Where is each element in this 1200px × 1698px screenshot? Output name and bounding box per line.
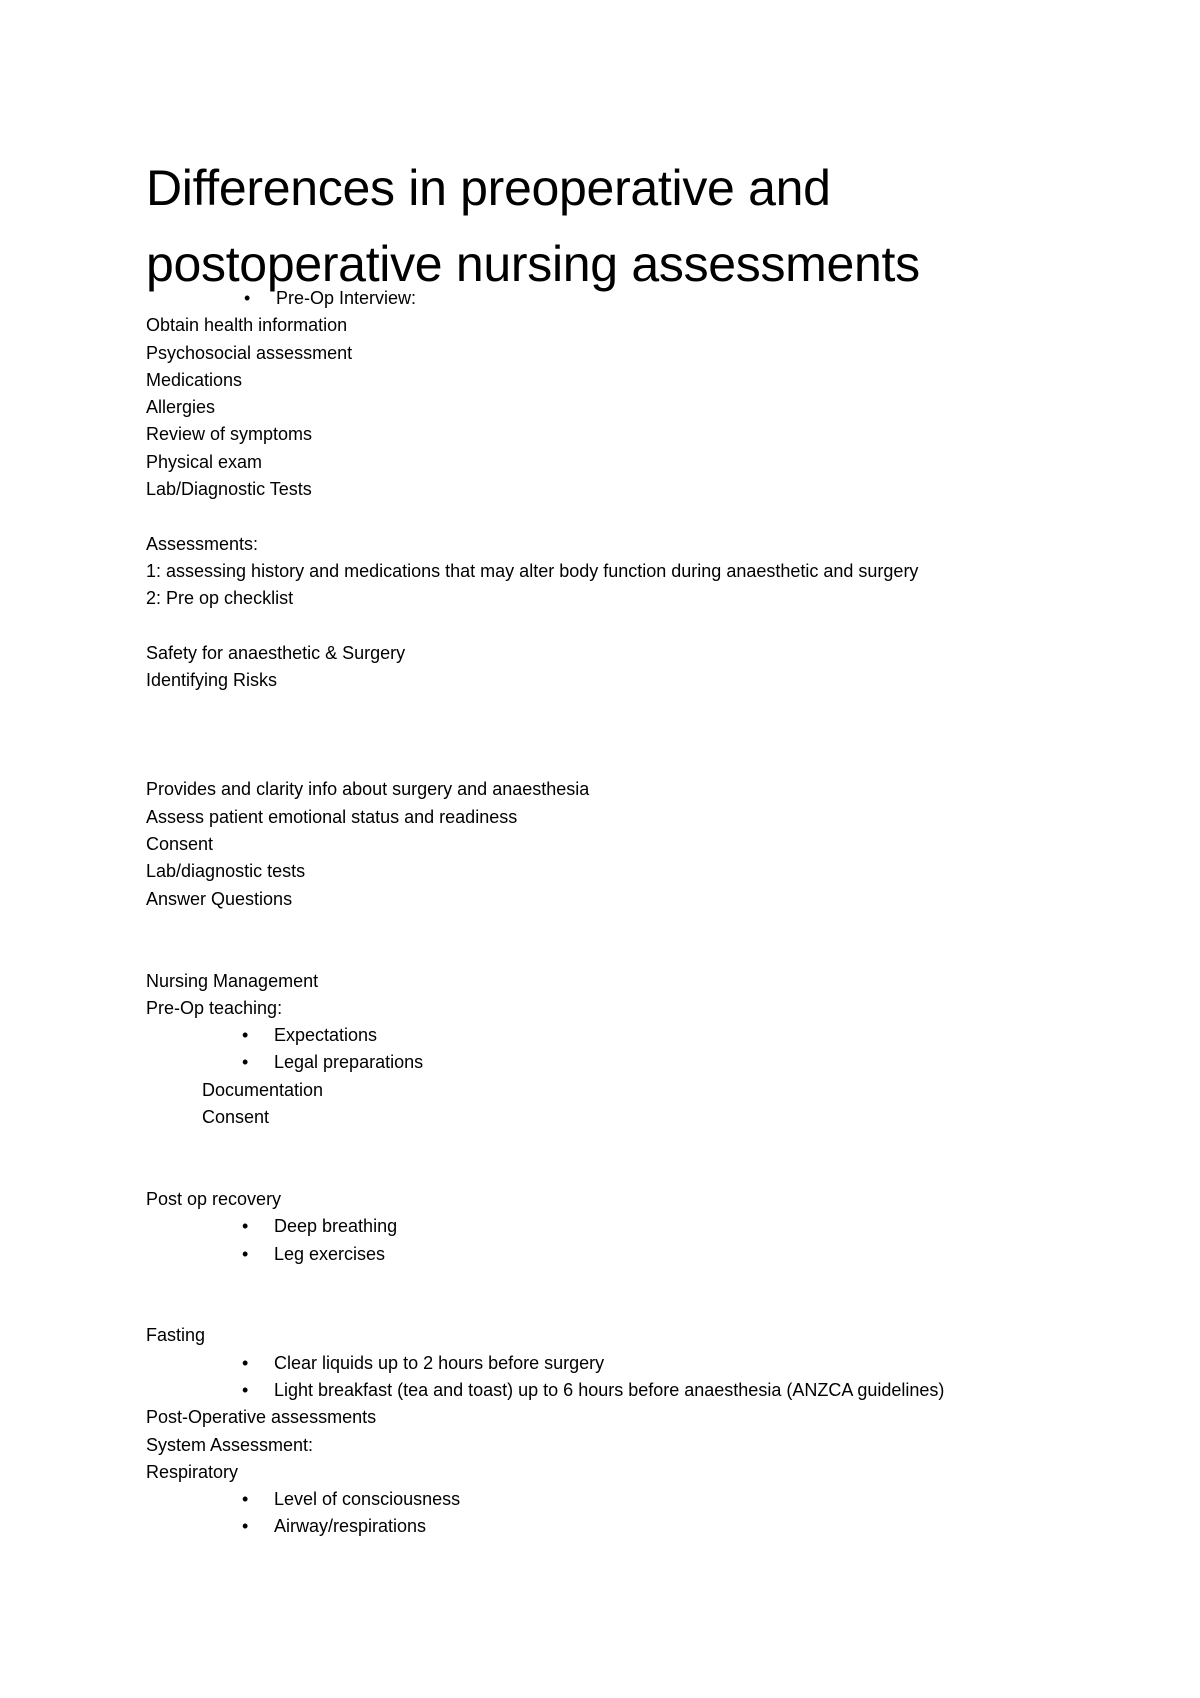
list-item: Medications xyxy=(146,369,243,390)
list-item: Allergies xyxy=(146,397,216,418)
list-item: Lab/diagnostic tests xyxy=(146,861,306,882)
list-item: Physical exam xyxy=(146,451,263,472)
bullet-icon: • xyxy=(242,1216,249,1237)
bullet-text: Legal preparations xyxy=(274,1052,424,1073)
bullet-text: Leg exercises xyxy=(274,1243,386,1264)
bullet-icon: • xyxy=(242,1025,249,1046)
assessments-heading: Assessments: xyxy=(146,533,259,554)
bullet-item xyxy=(146,1377,1146,1404)
bullet-icon: • xyxy=(242,1352,249,1373)
bullet-text: Light breakfast (tea and toast) up to 6 hours before anaesthesia (ANZCA guidelines) xyxy=(274,1379,945,1400)
bullet-item xyxy=(146,1049,1146,1076)
spacer xyxy=(146,503,1146,530)
bullet-item xyxy=(146,1241,1146,1268)
document-body xyxy=(146,285,1146,1541)
bullet-item xyxy=(146,1350,1146,1377)
list-item: 1: assessing history and medications that may alter body function during anaesthetic and surgery xyxy=(146,560,919,581)
list-item: Provides and clarity info about surgery and anaesthesia xyxy=(146,779,590,800)
list-item: 2: Pre op checklist xyxy=(146,588,294,609)
bullet-icon: • xyxy=(242,1243,249,1264)
spacer xyxy=(146,694,1146,776)
bullet-icon: • xyxy=(244,288,251,308)
list-item: Obtain health information xyxy=(146,315,348,336)
bullet-text: Airway/respirations xyxy=(274,1516,427,1537)
document-title xyxy=(146,150,1106,302)
system-assessment-heading: System Assessment: xyxy=(146,1434,314,1455)
bullet-icon: • xyxy=(242,1379,249,1400)
sub-item: Consent xyxy=(202,1107,270,1128)
nursing-management-heading: Nursing Management xyxy=(146,970,319,991)
postop-assessments-heading: Post-Operative assessments xyxy=(146,1407,377,1428)
spacer xyxy=(146,613,1146,640)
bullet-icon: • xyxy=(242,1052,249,1073)
bullet-text: Expectations xyxy=(274,1025,378,1046)
spacer xyxy=(146,913,1146,968)
spacer xyxy=(146,1131,1146,1186)
bullet-text: Level of consciousness xyxy=(274,1489,461,1510)
bullet-item xyxy=(146,1213,1146,1240)
list-item: Assess patient emotional status and readiness xyxy=(146,806,518,827)
title-line-1: Differences in preoperative and xyxy=(146,160,831,216)
respiratory-heading: Respiratory xyxy=(146,1461,239,1482)
bullet-icon: • xyxy=(242,1489,249,1510)
fasting-heading: Fasting xyxy=(146,1325,206,1346)
spacer xyxy=(146,1268,1146,1323)
sub-item: Documentation xyxy=(202,1079,324,1100)
bullet-item xyxy=(146,1513,1146,1540)
list-item: Safety for anaesthetic & Surgery xyxy=(146,642,406,663)
preop-teaching-heading: Pre-Op teaching: xyxy=(146,997,283,1018)
bullet-item xyxy=(146,285,1146,312)
bullet-item xyxy=(146,1486,1146,1513)
list-item: Lab/Diagnostic Tests xyxy=(146,479,312,500)
list-item: Consent xyxy=(146,834,214,855)
bullet-text: Deep breathing xyxy=(274,1216,398,1237)
postop-recovery-heading: Post op recovery xyxy=(146,1188,282,1209)
bullet-icon: • xyxy=(242,1516,249,1537)
bullet-text: Clear liquids up to 2 hours before surgery xyxy=(274,1352,605,1373)
bullet-item xyxy=(146,1022,1146,1049)
preop-interview-label: Pre-Op Interview: xyxy=(276,288,417,308)
list-item: Identifying Risks xyxy=(146,670,278,691)
title-line-2: postoperative nursing assessments xyxy=(146,236,920,292)
list-item: Psychosocial assessment xyxy=(146,342,353,363)
list-item: Answer Questions xyxy=(146,888,293,909)
list-item: Review of symptoms xyxy=(146,424,313,445)
